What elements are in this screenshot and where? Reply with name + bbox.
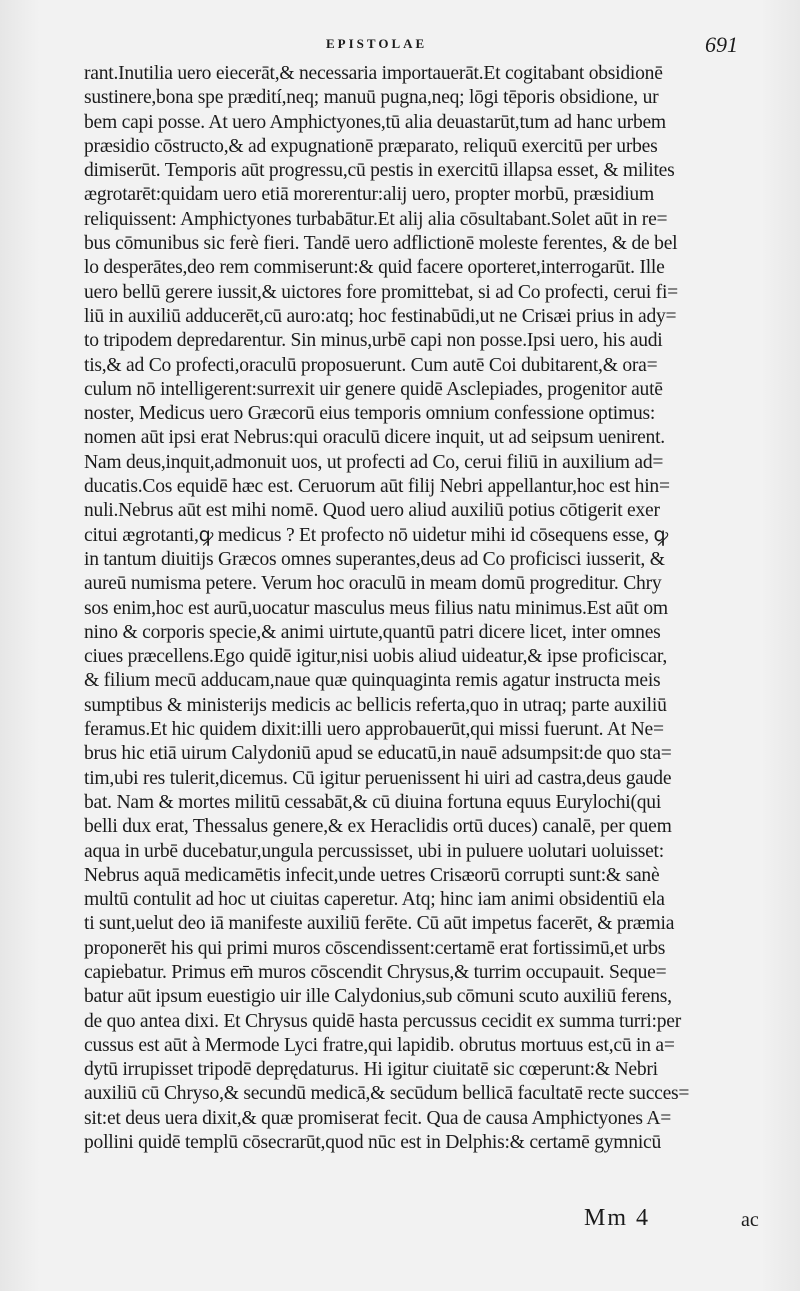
text-line: sumptibus & ministerijs medicis ac bellicis referta,quo in utraq; parte auxiliū: [84, 694, 667, 716]
text-line: dytū irrupisset tripodē deprędaturus. Hi igitur ciuitatē sic cœperunt:& Nebri: [84, 1059, 658, 1081]
text-line: tim,ubi res tulerit,dicemus. Cū igitur peruenissent hi uiri ad castra,deus gaude: [84, 767, 672, 789]
text-line: in tantum diuitijs Græcos omnes superantes,deus ad Co proficisci iusserit, &: [84, 548, 665, 570]
text-line: Nebrus aquā medicamētis infecit,unde uetres Crisæorū corrupti sunt:& sanè: [84, 864, 660, 886]
text-line: reliquissent: Amphictyones turbabātur.Et alij alia cōsultabant.Solet aūt in re=: [84, 208, 668, 230]
catchword: ac: [741, 1209, 759, 1231]
text-line: aureū numisma petere. Verum hoc oraculū in meam domū progreditur. Chry: [84, 573, 662, 595]
text-line: nuli.Nebrus aūt est mihi nomē. Quod uero aliud auxiliū potius cōtigerit exer: [84, 500, 660, 522]
text-line: noster, Medicus uero Græcorū eius temporis omnium confessione optimus:: [84, 403, 656, 425]
text-line: de quo antea dixi. Et Chrysus quidē hasta percussus cecidit ex summa turri:per: [84, 1010, 682, 1032]
text-line: sos enim,hoc est aurū,uocatur masculus meus filius natu minimus.Est aūt om: [84, 597, 668, 619]
text-line: culum nō intelligerent:surrexit uir genere quidē Asclepiades, progenitor autē: [84, 378, 663, 400]
text-line: uero bellū gerere iussit,& uictores fore promittebat, si ad Co profecti, cerui fi=: [84, 281, 678, 303]
text-line: capiebatur. Primus em̄ muros cōscendit Chrysus,& turrim occupauit. Seque=: [84, 961, 667, 983]
text-line: multū contulit ad hoc ut ciuitas caperetur. Atq; hinc iam animi obsidentiū ela: [84, 889, 665, 911]
text-line: aqua in urbē ducebatur,ungula percussisset, ubi in puluere uolutari uoluisset:: [84, 840, 664, 862]
text-line: proponerēt his qui primi muros cōscendissent:certamē erat fortissimū,et urbs: [84, 937, 666, 959]
text-line: liū in auxiliū adducerēt,cū auro:atq; hoc festinabūdi,ut ne Crisæi prius in ady=: [84, 305, 677, 327]
text-line: batur aūt ipsum euestigio uir ille Calydonius,sub cōmuni scuto auxiliū ferens,: [84, 986, 672, 1008]
text-line: to tripodem depredarentur. Sin minus,urbē capi non posse.Ipsi uero, his audi: [84, 330, 663, 352]
text-line: nomen aūt ipsi erat Nebrus:qui oraculū dicere inquit, ut ad seipsum uenirent.: [84, 427, 665, 449]
text-line: pollini quidē templū cōsecrarūt,quod nūc est in Delphis:& certamē gymnicū: [84, 1132, 662, 1154]
text-line: brus hic etiā uirum Calydoniū apud se educatū,in nauē adsumpsit:de quo sta=: [84, 743, 672, 765]
page-number: 691: [705, 32, 738, 57]
text-line: citui ægrotanti,ꝙ medicus ? Et profecto nō uidetur mihi id cōsequens esse, ꝙ: [84, 524, 668, 546]
text-line: belli dux erat, Thessalus genere,& ex Heraclidis ortū duces) canalē, per quem: [84, 816, 672, 838]
text-line: ti sunt,uelut deo iā manifeste auxiliū ferēte. Cū aūt impetus facerēt, & præmia: [84, 913, 675, 935]
text-line: rant.Inutilia uero eiecerāt,& necessaria importauerāt.Et cogitabant obsidionē: [84, 63, 663, 84]
text-line: dimiserūt. Temporis aūt progressu,cū pestis in exercitū illapsa esset, & milites: [84, 160, 675, 182]
text-line: feramus.Et hic quidem dixit:illi uero approbauerūt,qui missi fuerunt. At Ne=: [84, 719, 664, 741]
text-line: cussus est aūt à Mermode Lyci fratre,qui lapidib. obrutus mortuus est,cū in a=: [84, 1034, 675, 1056]
text-line: sit:et deus uera dixit,& quæ promiserat fecit. Qua de causa Amphictyones A=: [84, 1107, 672, 1129]
text-line: sustinere,bona spe prædití,neq; manuū pugna,neq; lōgi tēporis obsidione, ur: [84, 87, 659, 109]
running-head: EPISTOLAE: [326, 36, 428, 51]
text-line: auxiliū cū Chryso,& secundū medicā,& secūdum bellicā facultatē recte succes=: [84, 1083, 690, 1105]
body-text: [84, 62, 798, 1155]
text-line: ducatis.Cos equidē hæc est. Ceruorum aūt filij Nebri appellantur,hoc est hin=: [84, 476, 670, 498]
text-line: ægrotarēt:quidam uero etiā morerentur:alij uero, propter morbū, præsidium: [84, 184, 654, 206]
text-line: & filium mecū adducam,naue quæ quinquaginta remis agatur instructa meis: [84, 670, 661, 692]
text-line: bat. Nam & mortes militū cessabāt,& cū diuina fortuna equus Eurylochi(qui: [84, 791, 662, 813]
text-line: bus cōmunibus sic ferè fieri. Tandē uero adflictionē moleste ferentes, & de bel: [84, 233, 678, 255]
text-line: bem capi posse. At uero Amphictyones,tū alia deuastarūt,tum ad hanc urbem: [84, 111, 666, 133]
text-line: ciues præcellens.Ego quidē igitur,nisi uobis aliud uideatur,& ipse proficiscar,: [84, 646, 667, 668]
text-line: lo desperātes,deo rem commiserunt:& quid facere oporteret,interrogarūt. Ille: [84, 257, 665, 279]
text-line: Nam deus,inquit,admonuit uos, ut profecti ad Co, cerui filiū in auxilium ad=: [84, 451, 664, 473]
text-line: nino & corporis specie,& animi uirtute,quantū patri dicere licet, inter omnes: [84, 621, 661, 643]
signature-mark: Mm 4: [584, 1205, 651, 1231]
text-line: tis,& ad Co profecti,oraculū proposuerunt. Cum autē Coi dubitarent,& ora=: [84, 354, 658, 376]
text-line: præsidio cōstructo,& ad expugnationē præparato, reliquū exercitū per urbes: [84, 135, 658, 157]
